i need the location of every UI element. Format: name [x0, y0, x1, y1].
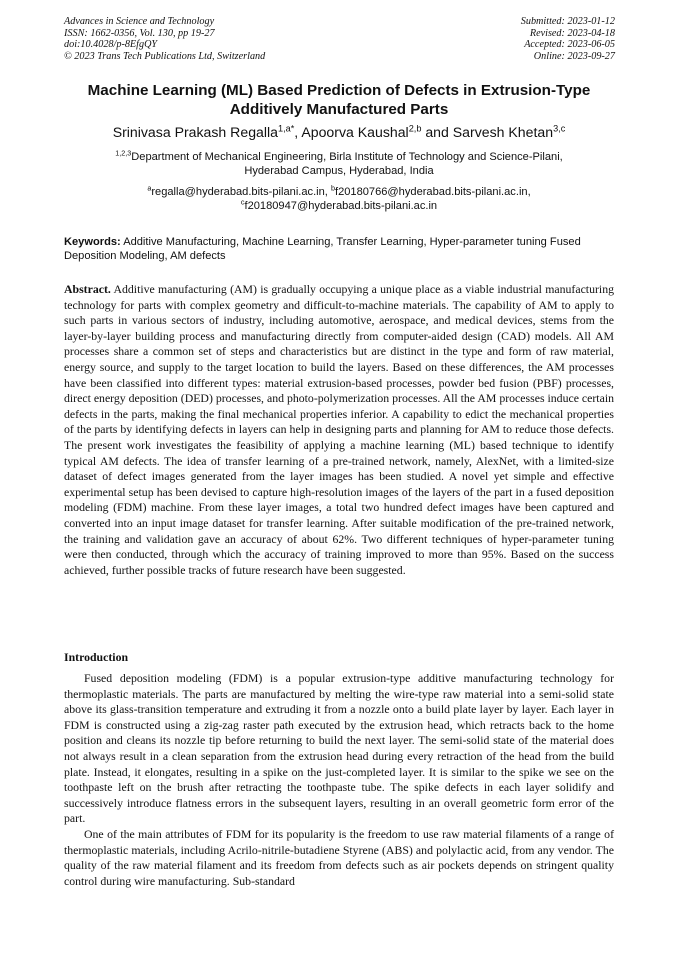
introduction-paragraph-2: One of the main attributes of FDM for its popularity is the freedom to use raw material filaments of a range of thermoplastic materials, including Acrilo-nitrile-butadiene Styrene (ABS) and polylactic acid, from any vendor. The quality of the raw material filament and its freedom from defects such as air pockets depends on stringent quality control during wire manufacturing. Sub-standard — [64, 826, 614, 888]
doi[interactable]: doi:10.4028/p-8EfgQY — [64, 39, 158, 51]
submitted-date: Submitted: 2023-01-12 — [520, 16, 615, 27]
affiliation — [40, 150, 638, 179]
abstract — [64, 282, 614, 578]
revised-date: Revised: 2023-04-18 — [529, 27, 615, 39]
copyright: © 2023 Trans Tech Publications Ltd, Switzerland — [64, 50, 266, 62]
online-date: Online: 2023-09-27 — [533, 50, 615, 62]
title-line-2: Additively Manufactured Parts — [229, 101, 449, 118]
author-emails — [40, 185, 638, 214]
author-affiliation-mark: 3,c — [553, 123, 566, 134]
journal-name: Advances in Science and Technology — [64, 16, 215, 27]
email-mark-b: b — [330, 183, 335, 193]
author-separator: , — [294, 124, 302, 140]
author-name: Srinivasa Prakash Regalla — [112, 124, 278, 140]
keywords — [64, 235, 616, 264]
section-heading-introduction: Introduction — [64, 650, 129, 664]
publication-dates — [521, 16, 615, 62]
author-affiliation-mark: 1,a* — [277, 123, 295, 134]
journal-info — [64, 16, 265, 62]
author-list — [20, 124, 658, 141]
email-a[interactable]: regalla@hyderabad.bits-pilani.ac.in, — [151, 186, 331, 198]
affiliation-mark: 1,2,3 — [115, 148, 132, 158]
title-line-1: Machine Learning (ML) Based Prediction of Defects in Extrusion-Type — [87, 82, 591, 99]
email-c[interactable]: f20180947@hyderabad.bits-pilani.ac.in — [244, 200, 438, 213]
affiliation-line-2: Hyderabad Campus, Hyderabad, India — [244, 165, 434, 178]
issn: ISSN: 1662-0356, Vol. 130, pp 19-27 — [64, 27, 215, 39]
paper-title — [40, 81, 638, 119]
author-name: Apoorva Kaushal — [301, 124, 409, 140]
abstract-label: Abstract. — [64, 282, 111, 296]
email-mark-c: c — [240, 198, 245, 208]
accepted-date: Accepted: 2023-06-05 — [524, 39, 615, 51]
email-mark-a: a — [147, 183, 152, 193]
author-affiliation-mark: 2,b — [408, 123, 422, 134]
introduction-body — [64, 671, 614, 889]
affiliation-line-1: Department of Mechanical Engineering, Birla Institute of Technology and Science-Pilani, — [131, 151, 563, 163]
email-b[interactable]: f20180766@hyderabad.bits-pilani.ac.in, — [334, 186, 531, 198]
author-name: Sarvesh Khetan — [452, 124, 554, 140]
abstract-text: Additive manufacturing (AM) is gradually occupying a unique place as a viable industrial manufacturing technology for parts with complex geometry and difficult-to-machine materials. The capability of AM to apply to such parts in various sectors of industry, including automotive, aerospace, and medical devices, stems from the layer-by-layer building process and manufacturing directly from computer-aided design (CAD) models. All AM processes share a common set of steps and characteristics but are distinct in the type and form of raw material, energy source, and supply to the target location to build the layers. Based on these differences, the AM processes have been classified into different types: material extrusion-based processes, powder bed fusion (PBF) processes, direct energy deposition (DED) processes, and photo-polymerization processes. All the AM processes induce certain defects in the parts, making the final mechanical properties inferior. A capability to edict the mechanical properties of the parts by identifying defects in layers can help in designing parts and planning for AM to reduce those defects. The present work investigates the feasibility of applying a machine learning (ML) based technique to identify typical AM defects. The idea of transfer learning of a pre-trained network, namely, AlexNet, with a limited-size dataset of defect images generated from the layer images has been studied. A novel yet simple and effective experimental setup has been devised to capture high-resolution images of the layers of the part in a fused deposition modeling (FDM) machine. From these layer images, a total two hundred defect images have been captured and converted into an input image dataset for transfer learning. After suitable modification of the pre-trained network, the training and validation gave an accuracy of about 62%. Two different techniques of hyper-parameter tuning were then conducted, through which the accuracy of training improved to more than 95%. Based on the success achieved, further possible tracks of future research have been suggested. — [64, 282, 614, 577]
keywords-label: Keywords: — [64, 236, 121, 248]
author-separator: and — [421, 124, 453, 140]
keywords-text: Additive Manufacturing, Machine Learning, Transfer Learning, Hyper-parameter tuning Fused Deposition Modeling, AM defects — [64, 236, 581, 263]
introduction-paragraph-1: Fused deposition modeling (FDM) is a popular extrusion-type additive manufacturing technology for thermoplastic materials. The parts are manufactured by melting the wire-type raw material into a semi-solid state above its glass-transition temperature and extruding it from a nozzle onto a build plate layer by layer. Each layer in FDM is constructed using a zig-zag raster path executed by the extrusion head, which retracts back to the home position and cleans its nozzle tip before returning to build the next layer. The semi-solid state of the material does not always result in a clean separation from the extrusion head during every retraction of the head from the build plate. Instead, it elongates, resulting in a spike on the just-completed layer. It is similar to the spike we see on the toothpaste left on the brush after retracting the toothpaste tube. The spike defects in each layer solidify and successively introduce flatness errors in the subsequent layers, resulting in an overall geometric form error of the part. — [64, 671, 614, 826]
